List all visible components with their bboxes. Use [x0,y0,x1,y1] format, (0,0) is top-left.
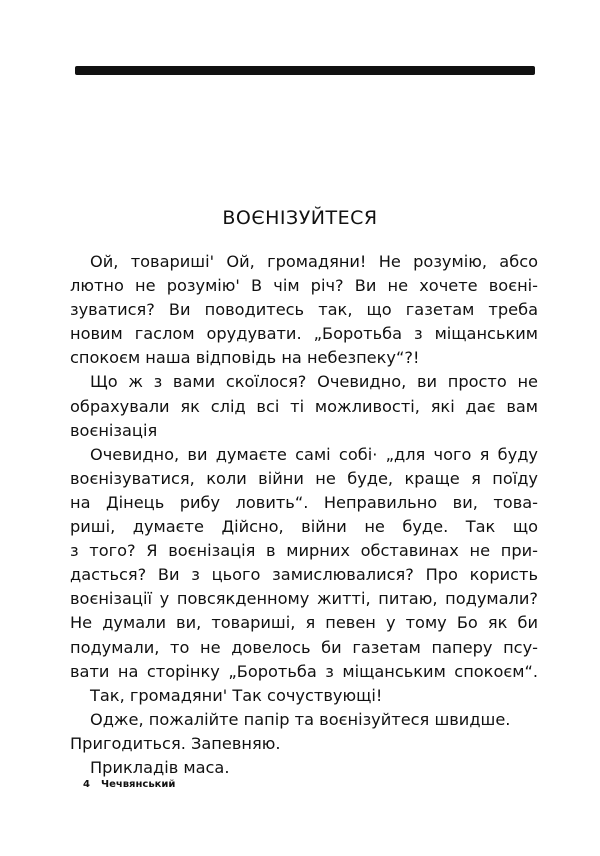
text-line: вати на сторінку „Боротьба з міщанським спокоєм“. [70,661,538,681]
page-mark: 4 [83,779,90,790]
text-line: воєнізуватися, коли війни не буде, краще я поїду [70,468,538,488]
text-line: дасться? Ви з цього замислювалися? Про користь [70,565,538,585]
text-line: Так, громадяни' Так сочуствующі! [90,685,383,705]
page-footer [83,779,175,790]
text-line: на Дінець рибу ловить“. Неправильно ви, това- [70,492,538,512]
article-body [70,250,538,780]
text-line: новим гаслом орудувати. „Боротьба з міщанським [70,324,538,344]
author-name: Чечвянський [101,779,176,790]
text-line: зуватися? Ви поводитесь так, що газетам треба [70,300,538,320]
text-line: подумали, то не довелось би газетам паперу псу- [70,637,538,657]
text-line: Очевидно, ви думаєте самі собі· „для чого я буду [90,444,538,464]
top-rule [75,66,535,75]
text-line: лютно не розумію' В чім річ? Ви не хочете воєні- [70,276,538,296]
text-line: воєнізація [70,420,158,440]
text-line: Одже, пожалійте папір та воєнізуйтеся швидше. [90,709,511,729]
text-line: Ой, товариші' Ой, громадяни! Не розумію, абсо [90,252,538,271]
text-line: воєнізації у повсякденному житті, питаю, подумали? [70,589,538,609]
text-line: обрахували як слід всі ті можливості, які дає вам [70,396,538,416]
text-line: Пригодиться. Запевняю. [70,733,281,753]
text-line: з того? Я воєнізація в мирних обставинах не при- [70,541,538,561]
text-line: Прикладів маса. [90,757,230,777]
text-line: спокоєм наша відповідь на небезпеку“?! [70,348,420,368]
page-title: ВОЄНІЗУЙТЕСЯ [222,207,378,229]
text-line: Не думали ви, товариші, я певен у тому Бо як би [70,613,538,633]
text-line: риші, думаєте Дійсно, війни не буде. Так що [70,517,538,537]
text-line: Що ж з вами скоїлося? Очевидно, ви просто не [90,372,538,392]
